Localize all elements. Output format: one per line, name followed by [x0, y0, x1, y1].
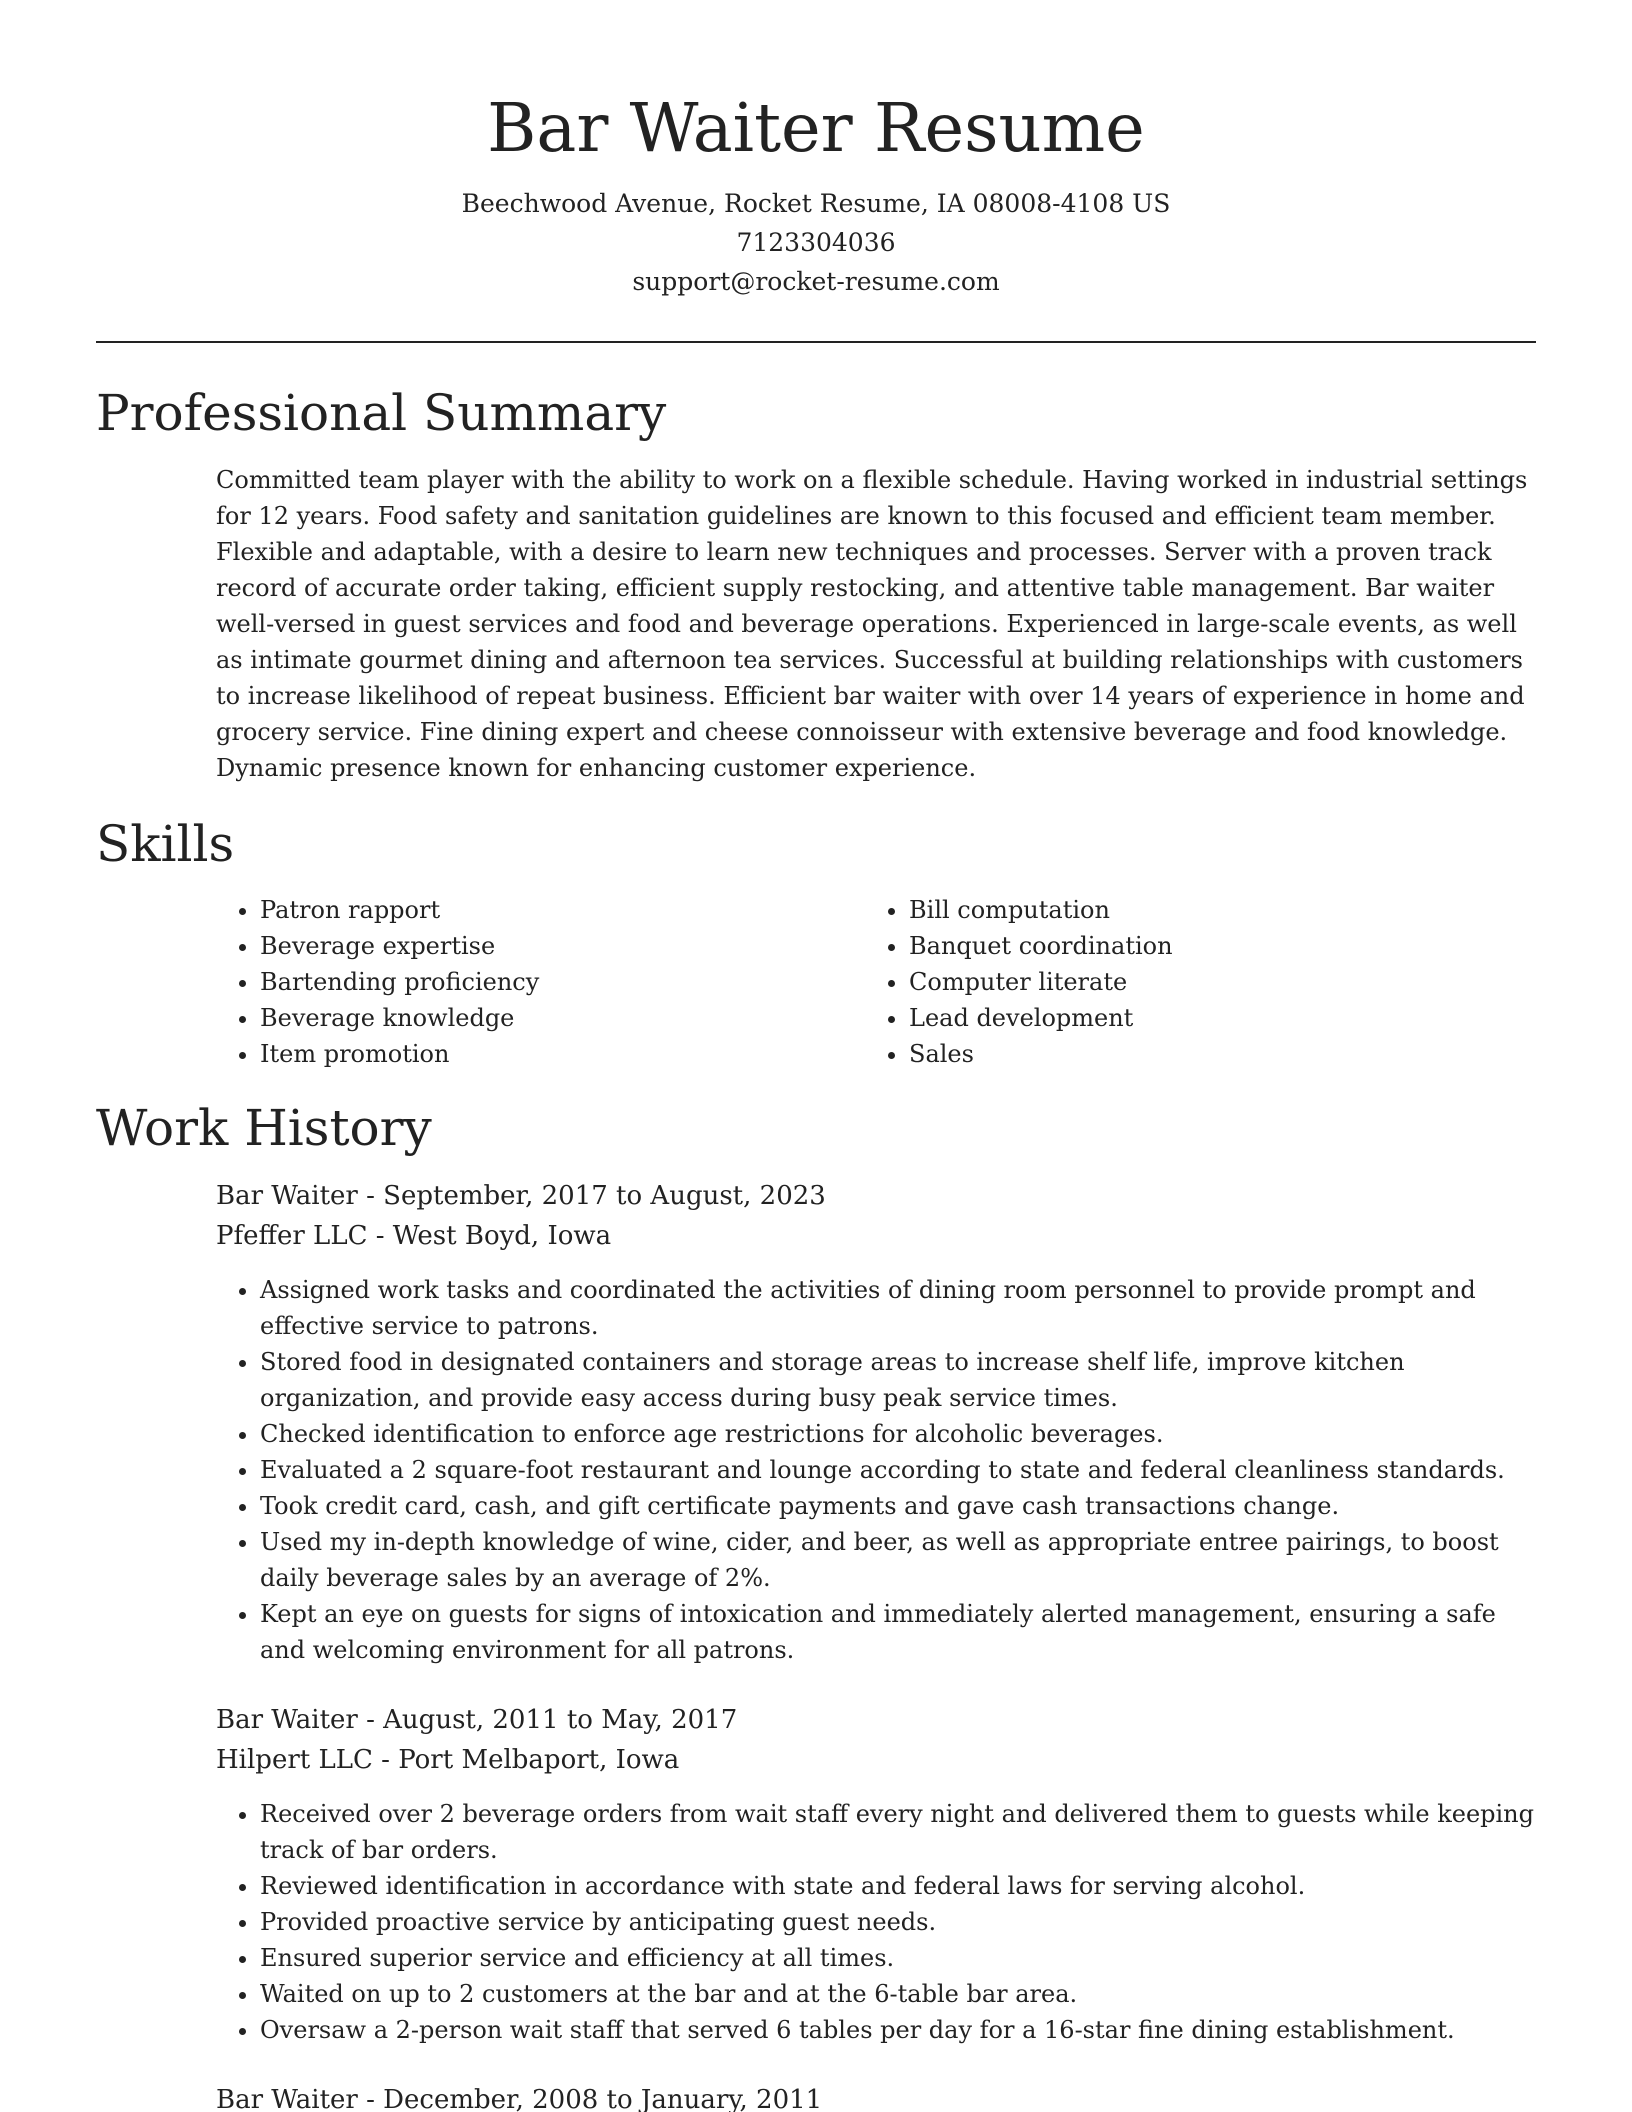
summary-text: Committed team player with the ability to work on a flexible schedule. Having worked in industrial settings for 12 years. Food safety and sanitation guidelines are known to this focused and efficient team member. Flexible and adaptable, with a desire to learn new techniques and processes. Server with a proven track record of accurate order taking, efficient supply restocking, and attentive table management. Bar waiter well-versed in guest services and food and beverage operations. Experienced in large-scale events, as well as intimate gourmet dining and afternoon tea services. Successful at building relationships with customers to increase likelihood of repeat business. Efficient bar waiter with over 14 years of experience in home and grocery service. Fine dining expert and cheese connoisseur with extensive beverage and food knowledge. Dynamic presence known for enhancing customer experience.	[216, 466, 1528, 782]
job-company-location: Pfeffer LLC - West Boyd, Iowa	[216, 1221, 612, 1251]
job-title-dates: Bar Waiter - December, 2008 to January, 2011	[216, 2085, 823, 2112]
job-entry	[216, 1176, 1541, 1668]
job-duty-item: • Provided proactive service by anticipating guest needs.	[260, 1904, 1541, 1940]
skill-item: • Beverage expertise	[260, 928, 820, 964]
job-duty-item: • Kept an eye on guests for signs of intoxication and immediately alerted management, ensuring a safe and welcoming environment for all patrons.	[260, 1596, 1541, 1668]
job-duty-item: • Ensured superior service and efficiency at all times.	[260, 1940, 1541, 1976]
skill-item: • Computer literate	[909, 964, 1509, 1000]
header-divider	[96, 341, 1536, 343]
skills-list-left	[216, 892, 820, 1072]
job-duty-item: • Took credit card, cash, and gift certificate payments and gave cash transactions change.	[260, 1488, 1541, 1524]
skill-item: • Bill computation	[909, 892, 1509, 928]
job-duty-item: • Assigned work tasks and coordinated the activities of dining room personnel to provide prompt and effective service to patrons.	[260, 1272, 1541, 1344]
skills-heading: Skills	[96, 815, 235, 873]
job-duties	[216, 1272, 1541, 1668]
skill-item: • Item promotion	[260, 1036, 820, 1072]
job-duty-item: • Received over 2 beverage orders from wait staff every night and delivered them to guests while keeping track of bar orders.	[260, 1796, 1541, 1868]
job-company-location: Hilpert LLC - Port Melbaport, Iowa	[216, 1745, 680, 1775]
contact-email: support@rocket-resume.com	[632, 267, 1000, 296]
job-duty-item: • Used my in-depth knowledge of wine, cider, and beer, as well as appropriate entree pairings, to boost daily beverage sales by an average of 2%.	[260, 1524, 1541, 1596]
work-history-heading: Work History	[96, 1099, 432, 1157]
skill-item: • Patron rapport	[260, 892, 820, 928]
job-entry	[216, 1700, 1541, 2048]
job-entry	[216, 2080, 1541, 2112]
job-duty-item: • Checked identification to enforce age restrictions for alcoholic beverages.	[260, 1416, 1541, 1452]
summary-heading: Professional Summary	[96, 384, 667, 442]
job-duty-item: • Oversaw a 2-person wait staff that served 6 tables per day for a 16-star fine dining establishment.	[260, 2012, 1541, 2048]
job-duty-item: • Stored food in designated containers and storage areas to increase shelf life, improve kitchen organization, and provide easy access during busy peak service times.	[260, 1344, 1541, 1416]
job-title-dates: Bar Waiter - August, 2011 to May, 2017	[216, 1705, 738, 1735]
skill-item: • Sales	[909, 1036, 1509, 1072]
resume-header	[96, 82, 1536, 301]
skill-item: • Beverage knowledge	[260, 1000, 820, 1036]
job-duties	[216, 1796, 1541, 2048]
skills-list-right	[865, 892, 1509, 1072]
job-duty-item: • Evaluated a 2 square-foot restaurant and lounge according to state and federal cleanliness standards.	[260, 1452, 1541, 1488]
skill-item: • Bartending proficiency	[260, 964, 820, 1000]
resume-title: Bar Waiter Resume	[487, 89, 1145, 167]
skill-item: • Banquet coordination	[909, 928, 1509, 964]
skill-item: • Lead development	[909, 1000, 1509, 1036]
contact-address: Beechwood Avenue, Rocket Resume, IA 08008-4108 US	[461, 189, 1171, 218]
job-title-dates: Bar Waiter - September, 2017 to August, 2023	[216, 1181, 826, 1211]
job-duty-item: • Waited on up to 2 customers at the bar and at the 6-table bar area.	[260, 1976, 1541, 2012]
contact-phone: 7123304036	[736, 228, 896, 257]
job-duty-item: • Reviewed identification in accordance with state and federal laws for serving alcohol.	[260, 1868, 1541, 1904]
